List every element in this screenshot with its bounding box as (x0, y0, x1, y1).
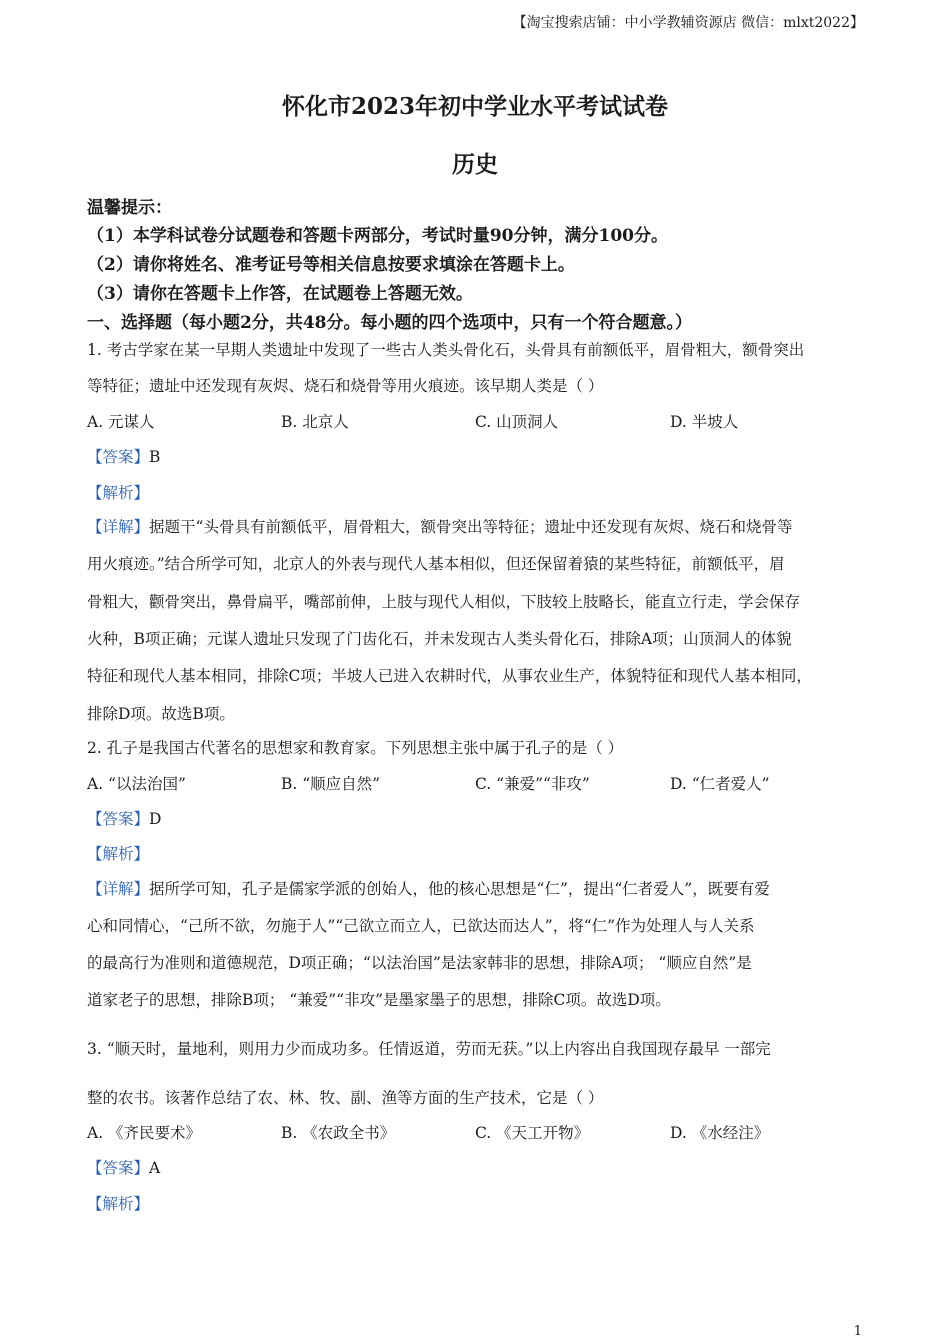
detail-label: 【详解】 (87, 880, 150, 898)
header-note: 【淘宝搜索店铺：中小学教辅资源店 微信：mlxt2022】 (512, 15, 864, 31)
answer-label: 【答案】 (87, 448, 150, 466)
detail-text: 用火痕迹。”结合所学可知，北京人的外表与现代人基本相似，但还保留着猿的某些特征，前额低平，眉 (87, 555, 785, 573)
question-3-stem: 3. “顺天时，量地利，则用力少而成功多。任情返道，劳而无获。”以上内容出自我国现存最早 一部完 (87, 1040, 771, 1058)
question-2-answer (87, 807, 161, 829)
analysis-label: 【解析】 (87, 1195, 150, 1213)
question-3-answer (87, 1156, 160, 1178)
question-1-option-c: C. 山顶洞人 (475, 413, 559, 431)
detail-text: 心和同情心，“己所不欲，勿施于人”“己欲立而立人，已欲达而达人”，将“仁”作为处理人与人关系 (87, 917, 755, 935)
answer-value: A (149, 1159, 161, 1177)
page-number: 1 (853, 1324, 862, 1339)
analysis-label: 【解析】 (87, 845, 150, 863)
subject-title: 历史 (452, 151, 498, 178)
detail-text: 据所学可知，孔子是儒家学派的创始人，他的核心思想是“仁”，提出“仁者爱人”，既要有爱 (149, 880, 770, 898)
tip-item: （1）本学科试卷分试题卷和答题卡两部分，考试时量90分钟，满分100分。 (87, 226, 668, 246)
question-2-detail (87, 877, 770, 899)
detail-text: 骨粗大，颧骨突出，鼻骨扁平，嘴部前伸，上肢与现代人相似，下肢较上肢略长，能直立行走，学会保存 (87, 593, 801, 611)
detail-text: 道家老子的思想，排除B项； “兼爱”“非攻”是墨家墨子的思想，排除C项。故选D项。 (87, 991, 671, 1009)
detail-text: 特征和现代人基本相同，排除C项；半坡人已进入农耕时代，从事农业生产，体貌特征和现代人基本相同， (87, 667, 812, 685)
answer-label: 【答案】 (87, 1159, 150, 1177)
question-1-option-d: D. 半坡人 (670, 413, 739, 431)
question-3-stem: 整的农书。该著作总结了农、林、牧、副、渔等方面的生产技术，它是（ ） (87, 1089, 604, 1107)
question-3-option-a: A. 《齐民要术》 (87, 1124, 202, 1142)
page-title: 怀化市2023年初中学业水平考试试卷 (281, 93, 668, 120)
answer-value: B (149, 448, 161, 466)
question-1-detail (87, 515, 792, 537)
tip-item: （3）请你在答题卡上作答，在试题卷上答题无效。 (87, 284, 473, 304)
tip-item: （2）请你将姓名、准考证号等相关信息按要求填涂在答题卡上。 (87, 255, 575, 275)
question-3-option-c: C. 《天工开物》 (475, 1124, 590, 1142)
question-2-option-c: C. “兼爱”“非攻” (475, 775, 590, 793)
answer-label: 【答案】 (87, 810, 150, 828)
question-3-option-b: B. 《农政全书》 (281, 1124, 396, 1142)
question-1-stem: 等特征；遗址中还发现有灰烬、烧石和烧骨等用火痕迹。该早期人类是（ ） (87, 377, 604, 395)
answer-value: D (149, 810, 162, 828)
detail-text: 火种，B项正确；元谋人遗址只发现了门齿化石，并未发现古人类头骨化石，排除A项；山顶洞人的体貌 (87, 630, 792, 648)
question-2-option-d: D. “仁者爱人” (670, 775, 770, 793)
question-1-stem: 1. 考古学家在某一早期人类遗址中发现了一些古人类头骨化石，头骨具有前额低平，眉骨粗大，额骨突出 (87, 341, 805, 359)
section-heading: 一、选择题（每小题2分，共48分。每小题的四个选项中，只有一个符合题意。） (87, 313, 692, 333)
question-1-answer (87, 445, 160, 467)
question-2-stem: 2. 孔子是我国古代著名的思想家和教育家。下列思想主张中属于孔子的是（ ） (87, 739, 624, 757)
question-2-option-b: B. “顺应自然” (281, 775, 381, 793)
question-2-option-a: A. “以法治国” (87, 775, 186, 793)
question-3-option-d: D. 《水经注》 (670, 1124, 770, 1142)
question-1-option-a: A. 元谋人 (87, 413, 155, 431)
analysis-label: 【解析】 (87, 484, 150, 502)
question-1-option-b: B. 北京人 (281, 413, 349, 431)
detail-text: 据题干“头骨具有前额低平，眉骨粗大，额骨突出等特征；遗址中还发现有灰烬、烧石和烧骨等 (149, 518, 793, 536)
tips-heading: 温馨提示： (87, 198, 172, 218)
detail-text: 的最高行为准则和道德规范，D项正确；“以法治国”是法家韩非的思想，排除A项； “顺应自然”是 (87, 954, 752, 972)
detail-text: 排除D项。故选B项。 (87, 705, 235, 723)
detail-label: 【详解】 (87, 518, 150, 536)
